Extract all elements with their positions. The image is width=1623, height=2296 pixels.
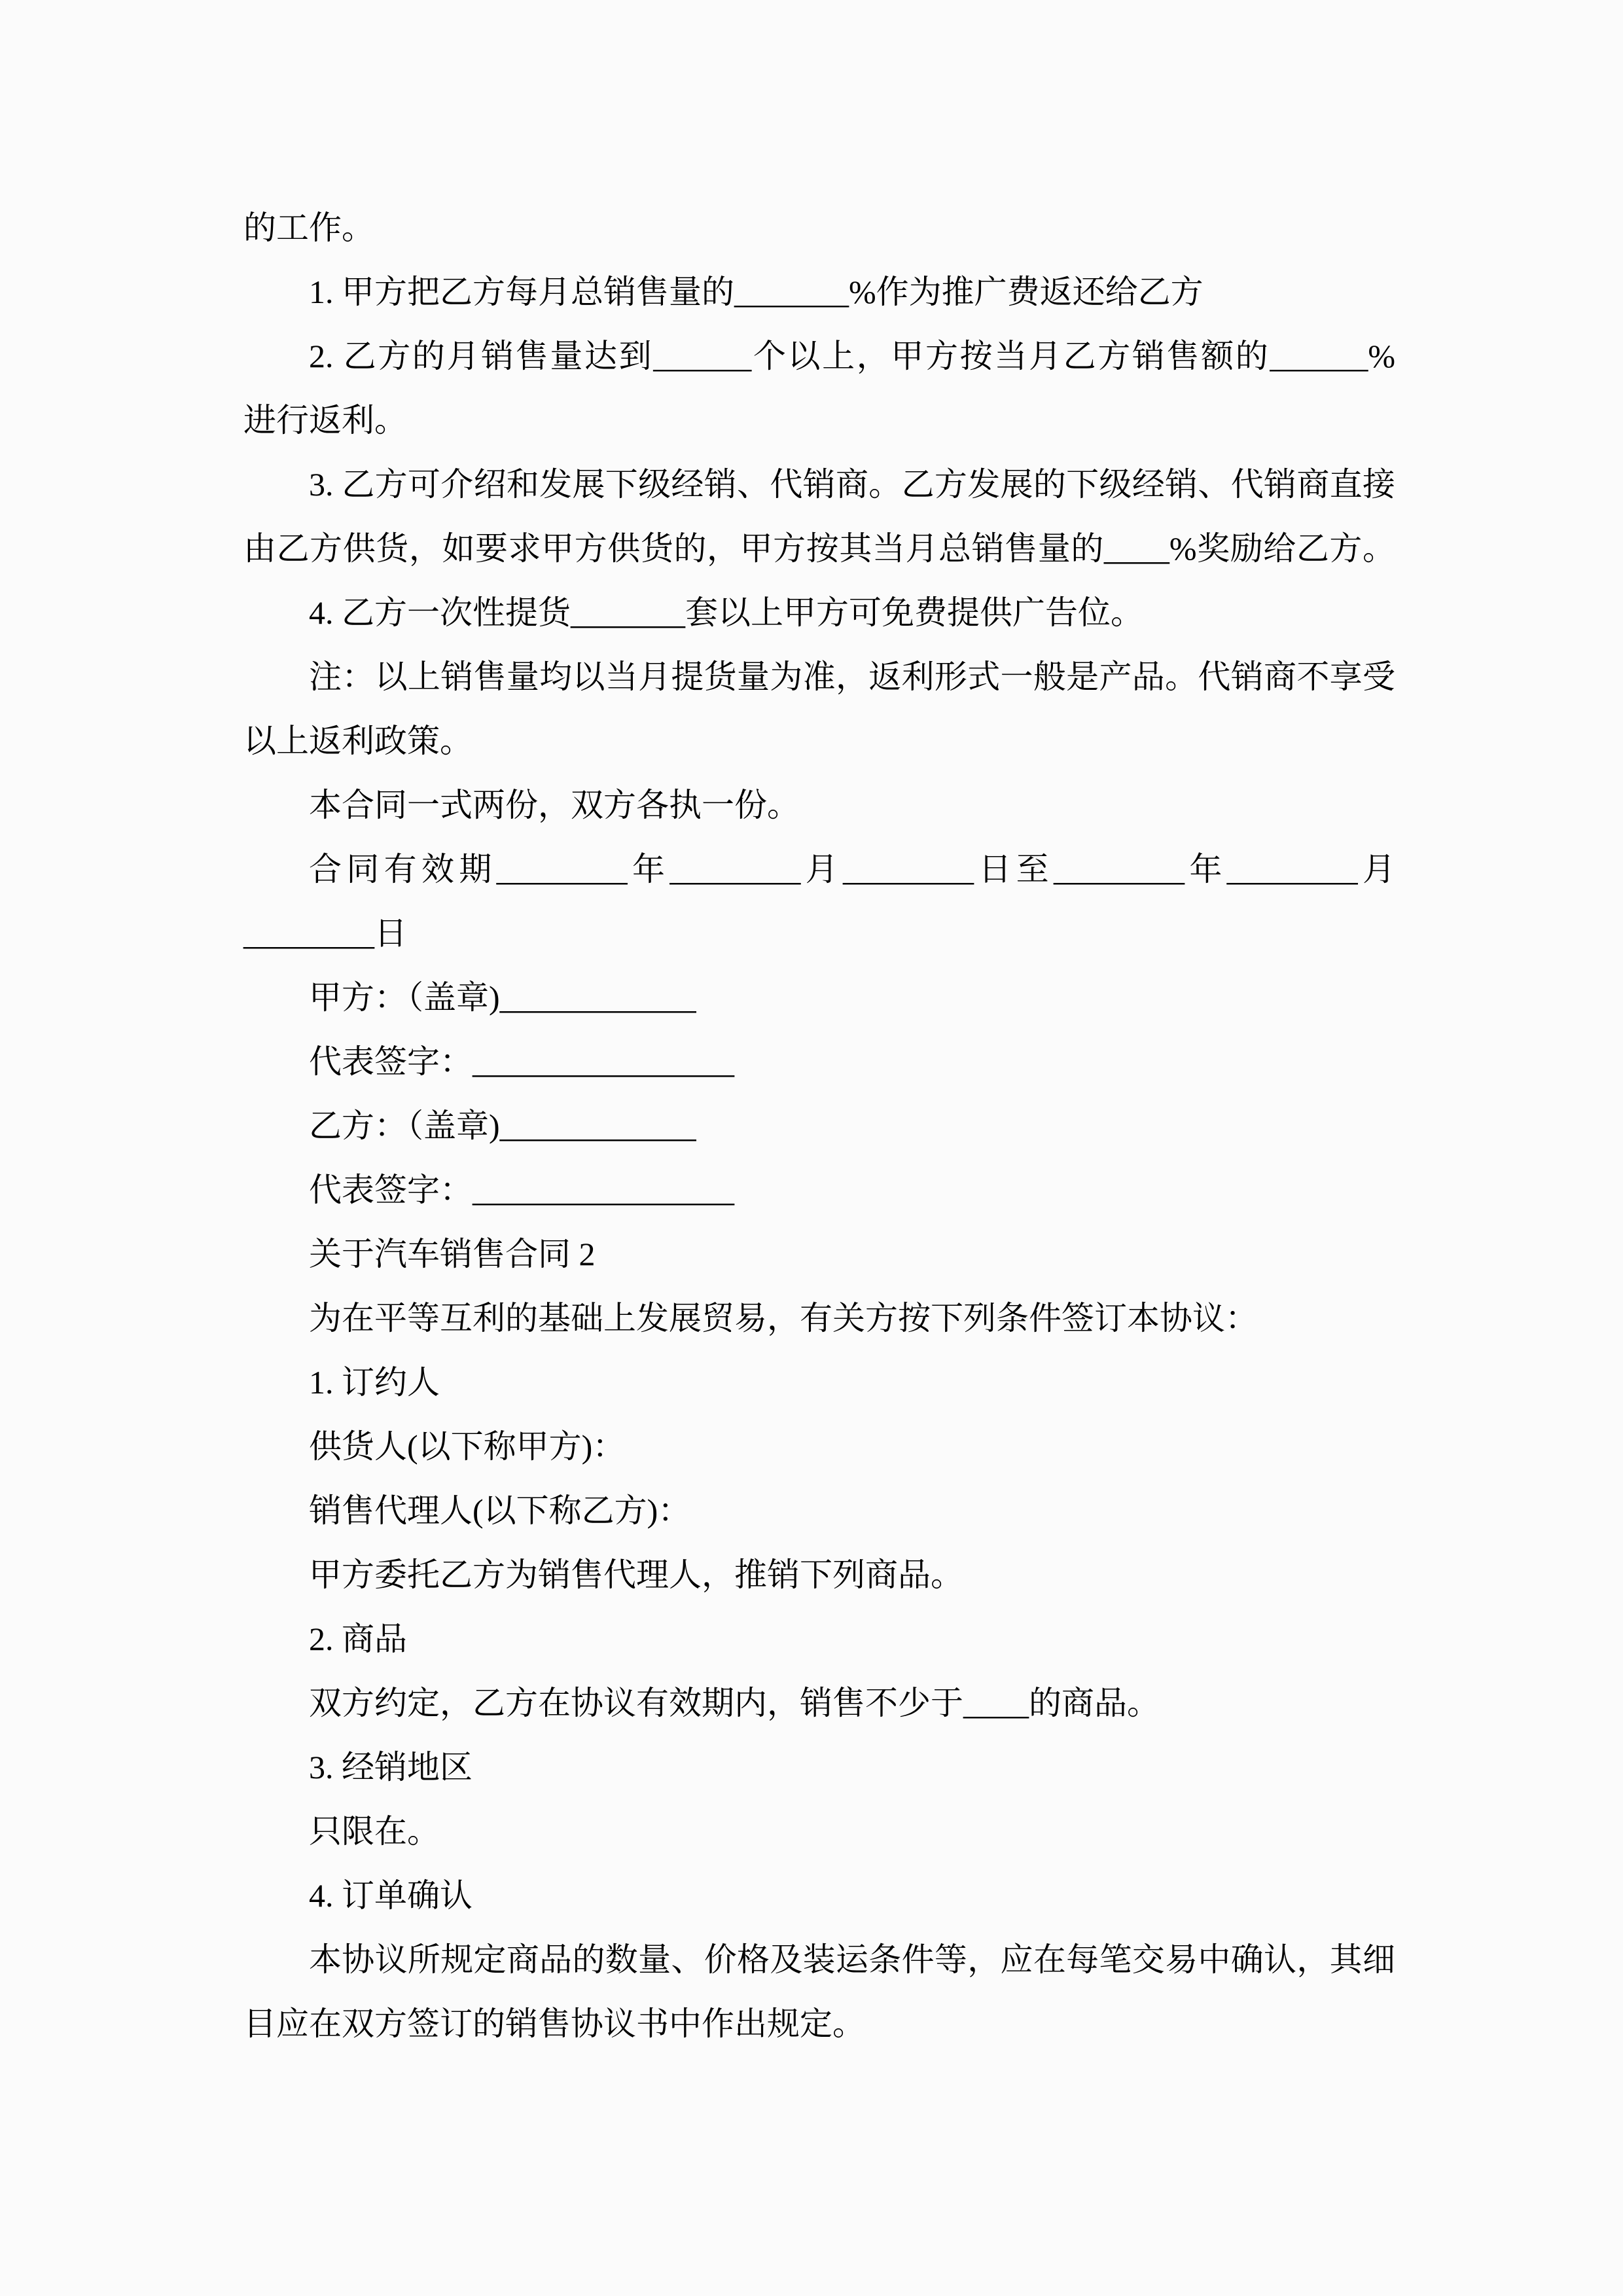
text-line: 双方约定，乙方在协议有效期内，销售不少于____的商品。 [309,1685,1160,1721]
text-line: 为在平等互利的基础上发展贸易，有关方按下列条件签订本协议： [309,1300,1258,1336]
text-line: 代表签字：________________ [309,1172,734,1208]
text-line: 本协议所规定商品的数量、价格及装运条件等，应在每笔交易中确认，其细 [309,1941,1395,1978]
section-title: 关于汽车销售合同 2 [309,1236,596,1272]
text-line: 甲方委托乙方为销售代理人，推销下列商品。 [309,1556,963,1593]
text-line: 本合同一式两份，双方各执一份。 [309,787,800,823]
text-line: 4. 订单确认 [309,1877,473,1914]
text-line: 4. 乙方一次性提货_______套以上甲方可免费提供广告位。 [309,594,1143,631]
text-line: 进行返利。 [243,402,407,439]
text-line: 代表签字：________________ [309,1043,734,1080]
text-line: 目应在双方签订的销售协议书中作出规定。 [243,2005,865,2042]
text-line: 合同有效期________年________月________日至________年________月 [309,851,1395,888]
text-line: 注：以上销售量均以当月提货量为准，返利形式一般是产品。代销商不享受 [309,658,1395,695]
text-line: ________日 [243,915,407,952]
text-line: 1. 订约人 [309,1364,440,1401]
text-line: 由乙方供货，如要求甲方供货的，甲方按其当月总销售量的____%奖励给乙方。 [243,530,1395,567]
text-line: 1. 甲方把乙方每月总销售量的_______%作为推广费返还给乙方 [309,274,1204,310]
text-line: 2. 商品 [309,1621,407,1657]
text-line: 甲方：（盖章)____________ [309,979,696,1016]
text-line: 销售代理人(以下称乙方)： [309,1492,691,1529]
text-line: 3. 乙方可介绍和发展下级经销、代销商。乙方发展的下级经销、代销商直接 [309,466,1395,503]
text-line: 的工作。 [243,209,374,246]
text-line: 以上返利政策。 [243,723,473,759]
text-line: 3. 经销地区 [309,1749,473,1785]
text-line: 只限在。 [309,1813,440,1850]
text-line: 2. 乙方的月销售量达到______个以上，甲方按当月乙方销售额的______% [309,338,1395,374]
text-line: 供货人(以下称甲方)： [309,1428,626,1465]
text-line: 乙方：（盖章)____________ [309,1107,696,1144]
